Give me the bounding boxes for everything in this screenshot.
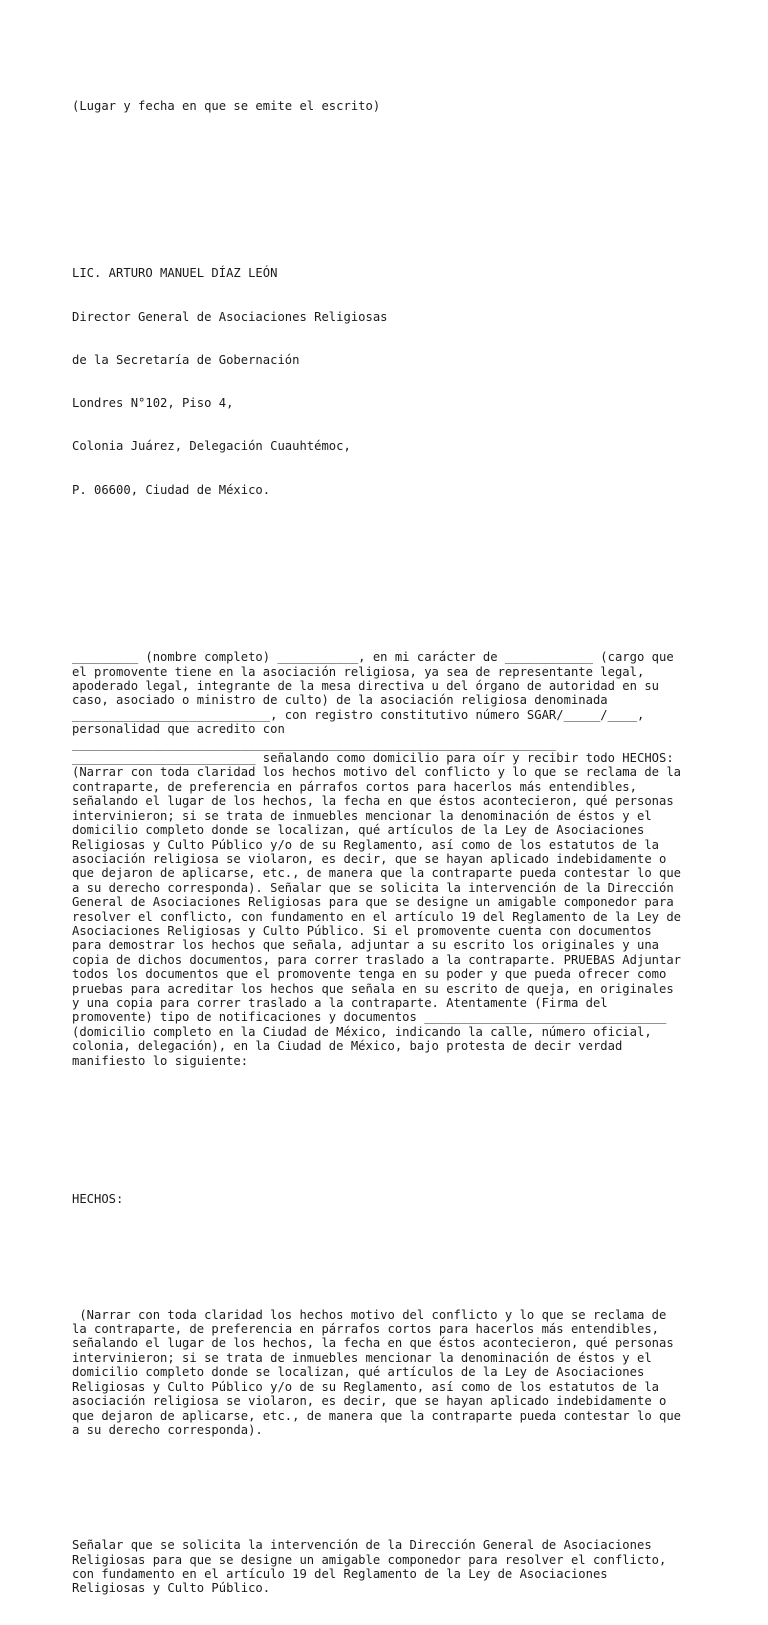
spacer bbox=[72, 569, 712, 607]
recipient-block bbox=[72, 238, 712, 526]
final-paragraph: Señalar que se solicita la intervención de la Dirección General de Asociaciones Religiosas para que se designe un amigable componedor para resolver el conflicto, con fundamento en el artículo 19 del Reglamento de la Ley de Asociaciones Religiosas y Culto Público. bbox=[72, 1538, 667, 1596]
spacer bbox=[72, 156, 712, 194]
spacer bbox=[72, 1250, 712, 1264]
intro-paragraph: _________ (nombre completo) ___________, en mi carácter de ____________ (cargo que el promovente tiene en la asociación religiosa, ya sea de representante legal, apoderado legal, integrante de la mesa directiva u del órgano de autoridad en su caso, asociado o ministro de culto) de la asociación religiosa denominada ___________________________, con registro constitutivo número SGAR/_____/____, personalidad que acredito con __________________________________________________________________ _________________________ señalando como domicilio para oír y recibir todo HECHOS: (Narrar con toda claridad los hechos motivo del conflicto y lo que se reclama de la contraparte, de preferencia en párrafos cortos para hacerlos más entendibles, señalando el lugar de los hechos, la fecha en que éstos acontecieron, qué personas intervinieron; si se trata de inmuebles mencionar la denominación de éstos y el domicilio completo donde se localizan, qué artículos de la Ley de Asociaciones Religiosas y Culto Público y/o de su Reglamento, así como de los estatutos de la asociación religiosa se violaron, es decir, que se hayan aplicado indebidamente o que dejaron de aplicarse, etc., de manera que la contraparte pueda contestar lo que a su derecho corresponda). Señalar que se solicita la intervención de la Dirección General de Asociaciones Religiosas para que se designe un amigable componedor para resolver el conflicto, con fundamento en el artículo 19 del Reglamento de la Ley de Asociaciones Religiosas y Culto Público. Si el promovente cuenta con documentos para demostrar los hechos que señala, adjuntar a su escrito los originales y una copia de dichos documentos, para correr traslado a la contraparte. PRUEBAS Adjuntar todos los documentos que el promovente tenga en su poder y que pueda ofrecer como pruebas para acreditar los hechos que señala en su escrito de queja, en originales y una copia para correr traslado a la contraparte. Atentamente (Firma del promovente) tipo de notificaciones y documentos _________________________________ (domicilio completo en la Ciudad de México, indicando la calle, número oficial, colonia, delegación), en la Ciudad de México, bajo protesta de decir verdad manifiesto lo siguiente: bbox=[72, 650, 682, 1068]
place-date-line: (Lugar y fecha en que se emite el escrito) bbox=[72, 98, 381, 113]
recipient-name: LIC. ARTURO MANUEL DÍAZ LEÓN bbox=[72, 266, 278, 281]
recipient-department: de la Secretaría de Gobernación bbox=[72, 352, 300, 367]
hechos-heading: HECHOS: bbox=[72, 1192, 124, 1207]
document-body bbox=[72, 70, 712, 1625]
recipient-colony: Colonia Juárez, Delegación Cuauhtémoc, bbox=[72, 439, 351, 454]
hechos-paragraph: (Narrar con toda claridad los hechos motivo del conflicto y lo que se reclama de la contraparte, de preferencia en párrafos cortos para hacerlos más entendibles, señalando el lugar de los hechos, la fecha en que éstos acontecieron, qué personas intervinieron; si se trata de inmuebles mencionar la denominación de éstos y el domicilio completo donde se localizan, qué artículos de la Ley de Asociaciones Religiosas y Culto Público y/o de su Reglamento, así como de los estatutos de la asociación religiosa se violaron, es decir, que se hayan aplicado indebidamente o que dejaron de aplicarse, etc., de manera que la contraparte pueda contestar lo que a su derecho corresponda). bbox=[72, 1307, 682, 1437]
spacer bbox=[72, 1111, 712, 1149]
recipient-title: Director General de Asociaciones Religiosas bbox=[72, 309, 388, 324]
recipient-street: Londres N°102, Piso 4, bbox=[72, 396, 234, 411]
recipient-postal: P. 06600, Ciudad de México. bbox=[72, 482, 271, 497]
spacer bbox=[72, 1481, 712, 1495]
